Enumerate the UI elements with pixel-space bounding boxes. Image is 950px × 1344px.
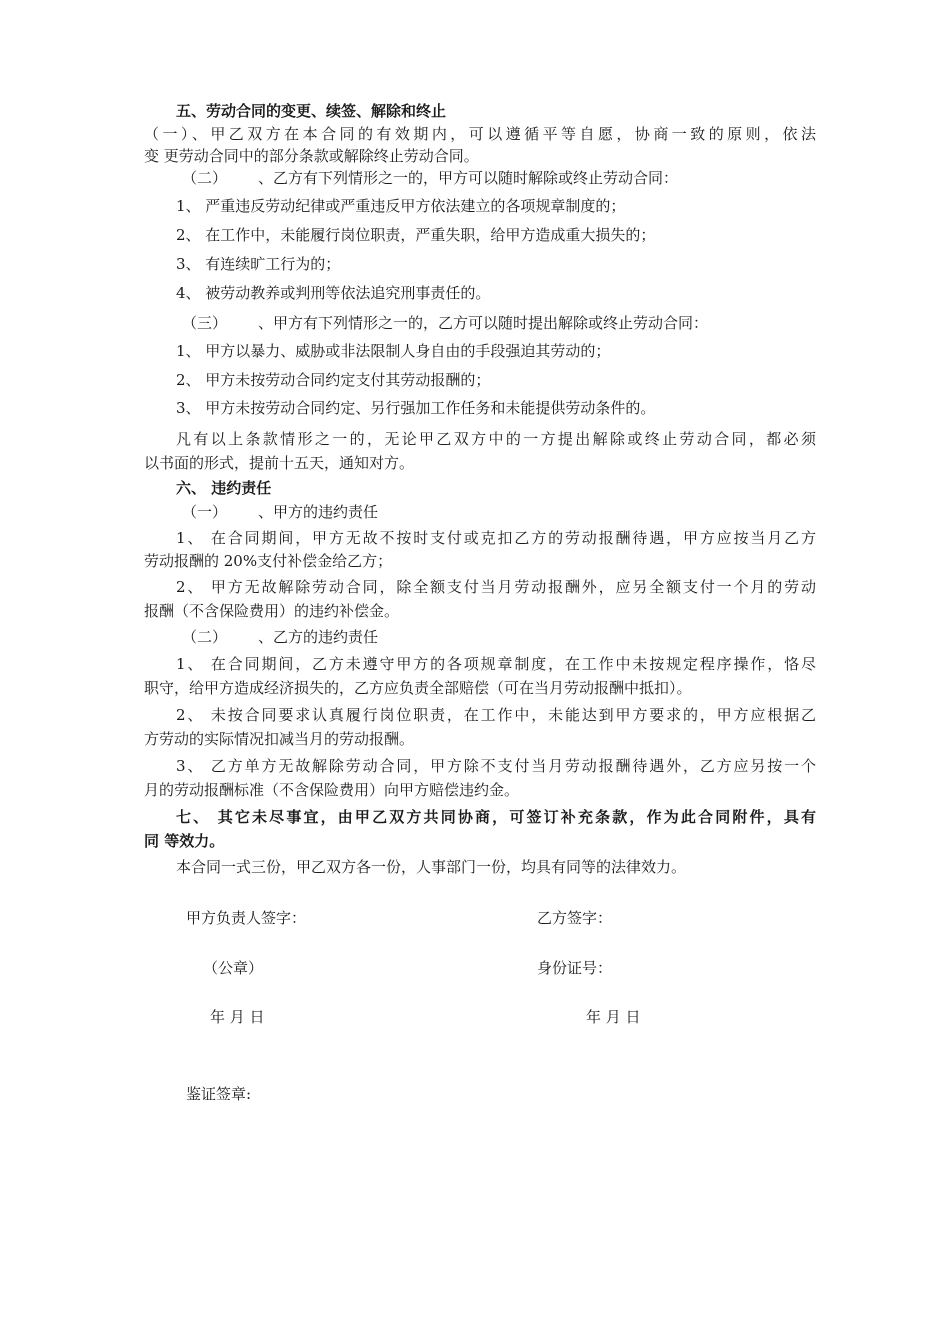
termination-notice-line-1: 凡有以上条款情形之一的，无论甲乙双方中的一方提出解除或终止劳动合同，都必须 (176, 430, 816, 448)
clause-5-3-text: 、甲方有下列情形之一的，乙方可以随时提出解除或终止劳动合同： (258, 314, 709, 332)
section-6-heading: 六、 违约责任 (176, 479, 272, 497)
clause-6-2-item-1-line-2: 职守，给甲方造成经济损失的，乙方应负责全部赔偿（可在当月劳动报酬中抵扣）。 (144, 679, 692, 697)
clause-6-2-text: 、乙方的违约责任 (258, 628, 379, 646)
clause-6-1-item-2-line-2: 报酬（不含保险费用）的违约补偿金。 (144, 602, 400, 620)
party-b-date: 年 月 日 (586, 1008, 641, 1026)
clause-6-1-item-1-line-2: 劳动报酬的 20%支付补偿金给乙方； (144, 552, 393, 570)
clause-5-2-number: （二） (182, 169, 228, 187)
clause-6-2-item-3-line-1: 3、 乙方单方无故解除劳动合同，甲方除不支付当月劳动报酬待遇外，乙方应另按一个 (176, 757, 816, 775)
party-b-signature-label: 乙方签字： (537, 909, 613, 927)
clause-6-2-item-2-line-1: 2、 未按合同要求认真履行岗位职责，在工作中，未能达到甲方要求的，甲方应根据乙 (176, 706, 816, 724)
party-a-signature-label: 甲方负责人签字： (186, 909, 307, 927)
clause-6-1-item-1-line-1: 1、 在合同期间，甲方无故不按时支付或克扣乙方的劳动报酬待遇，甲方应按当月乙方 (176, 529, 816, 547)
id-number-label: 身份证号： (537, 959, 613, 977)
list-item: 1、 甲方以暴力、威胁或非法限制人身自由的手段强迫其劳动的； (176, 342, 611, 360)
paragraph-5-1-line-1: （一）、甲乙双方在本合同的有效期内，可以遵循平等自愿，协商一致的原则，依法 (144, 125, 816, 143)
verification-seal-label: 鉴证签章: (186, 1085, 252, 1103)
copies-statement: 本合同一式三份，甲乙双方各一份，人事部门一份，均具有同等的法律效力。 (176, 858, 687, 876)
list-item: 3、 甲方未按劳动合同约定、另行强加工作任务和未能提供劳动条件的。 (176, 399, 656, 417)
company-seal-label: （公章） (203, 959, 264, 977)
clause-5-3-number: （三） (182, 314, 228, 332)
clause-6-1-text: 、甲方的违约责任 (258, 503, 379, 521)
list-item: 1、 严重违反劳动纪律或严重违反甲方依法建立的各项规章制度的； (176, 197, 626, 215)
clause-5-2-text: 、乙方有下列情形之一的，甲方可以随时解除或终止劳动合同： (258, 169, 679, 187)
list-item: 2、 在工作中，未能履行岗位职责，严重失职，给甲方造成重大损失的； (176, 226, 656, 244)
section-7-line-1: 七、 其它未尽事宜，由甲乙双方共同协商，可签订补充条款，作为此合同附件，具有 (176, 808, 816, 826)
list-item: 2、 甲方未按劳动合同约定支付其劳动报酬的； (176, 371, 491, 389)
party-a-date: 年 月 日 (210, 1008, 265, 1026)
clause-6-1-number: （一） (182, 503, 228, 521)
list-item: 4、 被劳动教养或判刑等依法追究刑事责任的。 (176, 284, 491, 302)
section-7-line-2: 同 等效力。 (144, 832, 225, 850)
clause-6-2-item-3-line-2: 月的劳动报酬标准（不含保险费用）向甲方赔偿违约金。 (144, 781, 520, 799)
section-5-heading: 五、劳动合同的变更、续签、解除和终止 (176, 102, 447, 120)
clause-6-1-item-2-line-1: 2、 甲方无故解除劳动合同，除全额支付当月劳动报酬外，应另全额支付一个月的劳动 (176, 578, 816, 596)
clause-6-2-number: （二） (182, 628, 228, 646)
clause-6-2-item-1-line-1: 1、 在合同期间，乙方未遵守甲方的各项规章制度，在工作中未按规定程序操作，恪尽 (176, 655, 816, 673)
list-item: 3、 有连续旷工行为的； (176, 255, 341, 273)
paragraph-5-1-line-2: 变 更劳动合同中的部分条款或解除终止劳动合同。 (144, 147, 479, 165)
clause-6-2-item-2-line-2: 方劳动的实际情况扣减当月的劳动报酬。 (144, 730, 415, 748)
termination-notice-line-2: 以书面的形式，提前十五天，通知对方。 (144, 454, 415, 472)
